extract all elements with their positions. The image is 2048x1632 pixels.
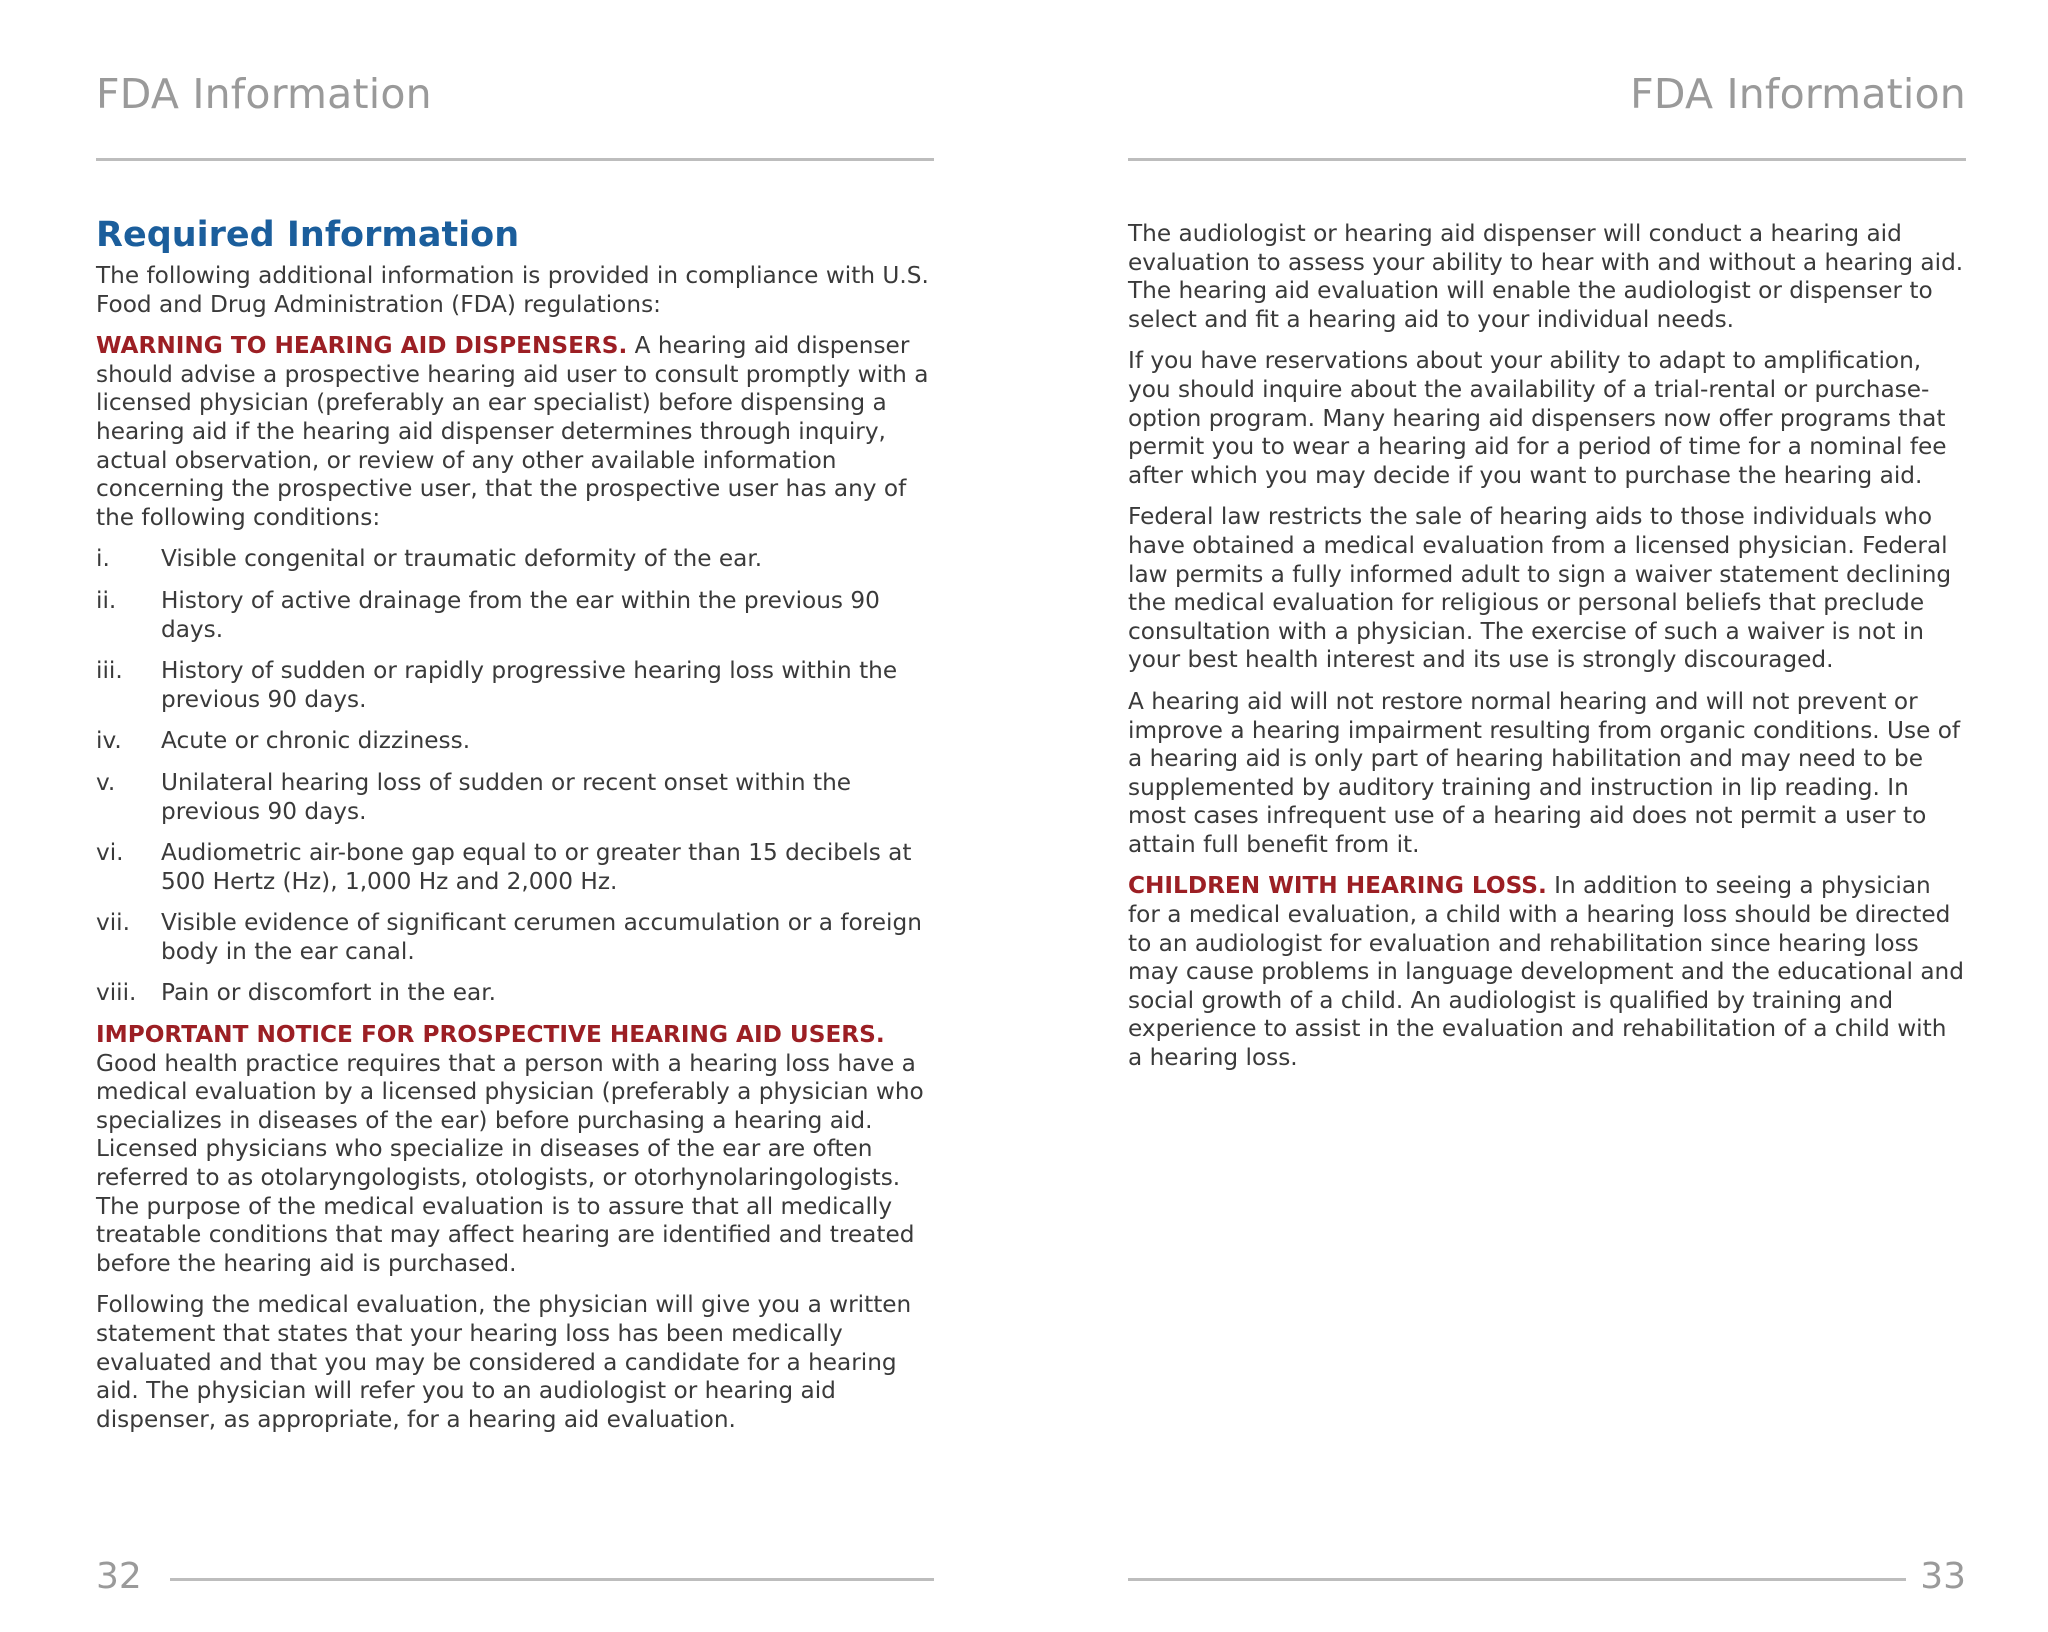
intro-paragraph: The following additional information is provided in compliance with U.S. Food and Drug Administration (FDA) regulations: xyxy=(96,262,929,318)
list-item xyxy=(96,587,934,644)
list-item-number: ii. xyxy=(96,586,117,614)
warning-label: WARNING TO HEARING AID DISPENSERS. xyxy=(96,332,628,360)
children-text: In addition to seeing a physician for a medical evaluation, a child with a hearing loss should be directed to an audiologist for evaluation and rehabilitation since hearing loss may cause problems in language development and the educational and social growth of a child. An audiologist is qualified by training and experience to assist in the evaluation and rehabilitation of a child with a hearing loss. xyxy=(1128,872,1964,1072)
following-paragraph: Following the medical evaluation, the physician will give you a written statement that states that your hearing loss has been medically evaluated and that you may be considered a candidate for a hearing aid. The physician will refer you to an audiologist or hearing aid dispenser, as appropriate, for a hearing aid evaluation. xyxy=(96,1291,912,1433)
list-item xyxy=(96,979,934,1008)
list-item-number: vii. xyxy=(96,909,130,937)
section-heading: Required Information xyxy=(96,215,520,255)
left-page-content xyxy=(96,214,934,1447)
header-divider xyxy=(96,158,934,161)
page-number: 33 xyxy=(1920,1556,1966,1597)
list-item xyxy=(96,839,934,896)
page-header-title: FDA Information xyxy=(1630,70,1966,118)
paragraph: If you have reservations about your ability to adapt to amplification, you should inquire about the availability of a trial-rental or purchase-option program. Many hearing aid dispensers now offer programs that permit you to wear a hearing aid for a period of time for a nominal fee after which you may decide if you want to purchase the hearing aid. xyxy=(1128,347,1947,489)
paragraph: A hearing aid will not restore normal hearing and will not prevent or improve a hearing impairment resulting from organic conditions. Use of a hearing aid is only part of hearing habilitation and may need to be supplemented by auditory training and instruction in lip reading. In most cases infrequent use of a hearing aid does not permit a user to attain full benefit from it. xyxy=(1128,687,1961,858)
paragraph: Federal law restricts the sale of hearing aids to those individuals who have obtained a medical evaluation from a licensed physician. Federal law permits a fully informed adult to sign a waiver statement declining the medical evaluation for religious or personal beliefs that preclude consultation with a physician. The exercise of such a waiver is not in your best health interest and its use is strongly discouraged. xyxy=(1128,503,1952,674)
footer-divider xyxy=(1128,1578,1906,1581)
list-item-number: viii. xyxy=(96,979,137,1007)
warning-paragraph xyxy=(96,332,934,532)
list-item-text: History of active drainage from the ear within the previous 90 days. xyxy=(161,586,880,643)
list-item-text: History of sudden or rapidly progressive hearing loss within the previous 90 days. xyxy=(161,657,898,713)
list-item xyxy=(96,769,934,826)
list-item-number: i. xyxy=(96,545,110,573)
list-item-text: Pain or discomfort in the ear. xyxy=(161,979,497,1007)
list-item-text: Unilateral hearing loss of sudden or recent onset within the previous 90 days. xyxy=(161,768,852,825)
page-number: 32 xyxy=(96,1556,142,1597)
right-page xyxy=(1128,0,1966,1632)
page-footer xyxy=(1128,1552,1966,1602)
warning-text: A hearing aid dispenser should advise a prospective hearing aid user to consult promptly with a licensed physician (preferably an ear specialist) before dispensing a hearing aid if the hearing aid dispenser determines through inquiry, actual observation, or review of any other available information concerning the prospective user, that the prospective user has any of the following conditions: xyxy=(96,332,929,531)
notice-text: Good health practice requires that a person with a hearing loss have a medical evaluation by a licensed physician (preferably a physician who specializes in diseases of the ear) before purchasing a hearing aid. Licensed physicians who specialize in diseases of the ear are often referred to as otolaryngologists, otologists, or otorhynolaringologists. The purpose of the medical evaluation is to assure that all medically treatable conditions that may affect hearing are identified and treated before the hearing aid is purchased. xyxy=(96,1049,924,1277)
conditions-list xyxy=(96,545,934,1008)
page-footer xyxy=(96,1552,934,1602)
list-item-text: Audiometric air-bone gap equal to or greater than 15 decibels at 500 Hertz (Hz), 1,000 Hz and 2,000 Hz. xyxy=(161,839,912,895)
list-item-text: Visible evidence of significant cerumen accumulation or a foreign body in the ear canal. xyxy=(161,909,922,965)
list-item-text: Acute or chronic dizziness. xyxy=(161,727,471,755)
list-item xyxy=(96,909,934,966)
list-item-number: vi. xyxy=(96,839,124,867)
list-item-text: Visible congenital or traumatic deformity of the ear. xyxy=(161,545,763,573)
notice-label: IMPORTANT NOTICE FOR PROSPECTIVE HEARING AID USERS. xyxy=(96,1021,885,1049)
left-page xyxy=(96,0,934,1632)
page-header-title: FDA Information xyxy=(96,70,432,118)
list-item-number: iv. xyxy=(96,727,122,755)
paragraph: The audiologist or hearing aid dispenser will conduct a hearing aid evaluation to assess your ability to hear with and without a hearing aid. The hearing aid evaluation will enable the audiologist or dispenser to select and fit a hearing aid to your individual needs. xyxy=(1128,220,1964,333)
list-item xyxy=(96,657,934,714)
list-item xyxy=(96,545,934,574)
notice-paragraph xyxy=(96,1021,934,1278)
list-item-number: iii. xyxy=(96,657,123,685)
header-divider xyxy=(1128,158,1966,161)
list-item xyxy=(96,727,934,756)
right-page-content xyxy=(1128,220,1966,1086)
list-item-number: v. xyxy=(96,768,116,796)
footer-divider xyxy=(170,1578,934,1581)
children-label: CHILDREN WITH HEARING LOSS. xyxy=(1128,872,1547,900)
children-paragraph xyxy=(1128,872,1966,1072)
